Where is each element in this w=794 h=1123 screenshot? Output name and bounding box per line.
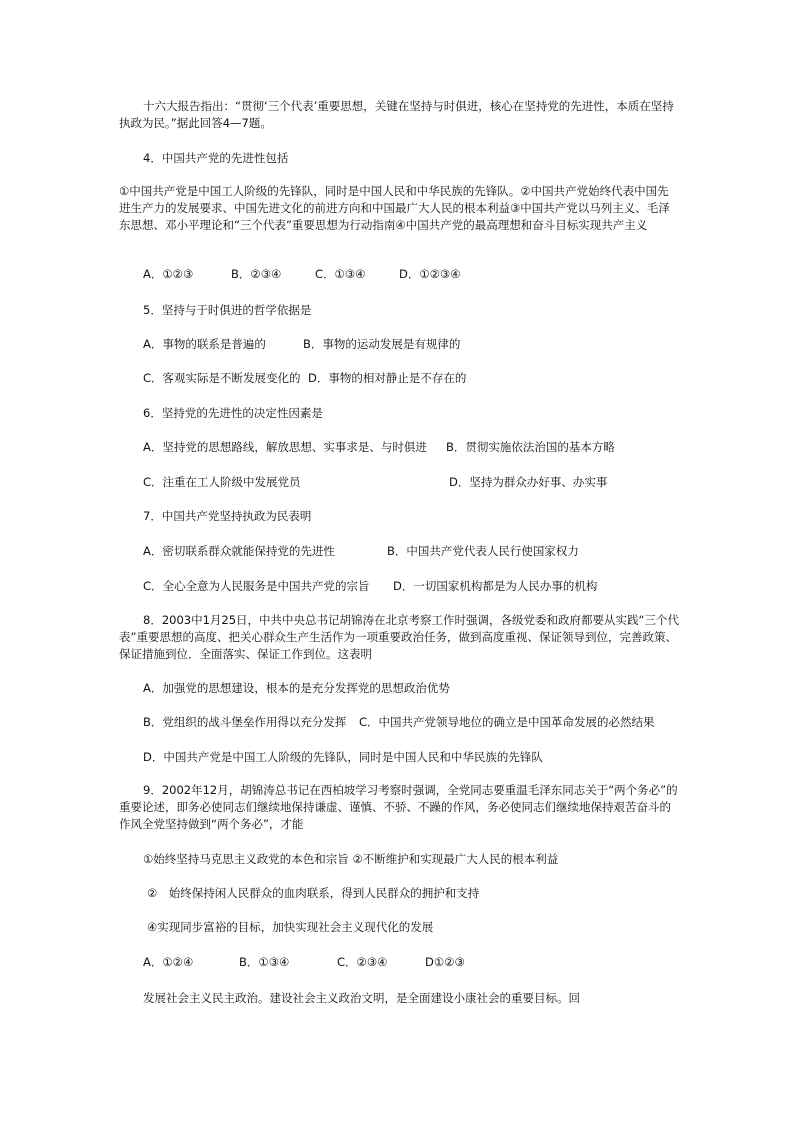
q5-option-d: D．事物的相对静止是不存在的 bbox=[308, 371, 467, 385]
q7-option-d: D．一切国家机构都是为人民办事的机构 bbox=[393, 579, 598, 593]
q4-statements: ①中国共产党是中国工人阶级的先锋队，同时是中国人民和中华民族的先锋队。②中国共产党始终代表中国先进生产力的发展要求、中国先进文化的前进方向和中国最广大人民的根本利益③中国共产党以马列主义、毛泽东思想、邓小平理论和“三个代表”重要思想为行动指南④中国共产党的最高理想和奋斗目标实现共产主义 bbox=[119, 184, 670, 232]
q6-option-b: B．贯彻实施依法治国的基本方略 bbox=[446, 440, 615, 454]
q5-options-row1 bbox=[143, 336, 460, 353]
q4-option-c: C．①③④ bbox=[315, 267, 366, 281]
q8-stem: 8．2003中1月25日，中共中央总书记胡锦涛在北京考察工作时强调，各级党委和政府都要从实践“三个代表”重要思想的高度、把关心群众生产生活作为一项重要政治任务，做到高度重视、保证领导到位，完善政策、保证措施到位．全面落实、保证工作到位。这表明 bbox=[119, 613, 679, 661]
q9-statement-3: ② 始终保持闲人民群众的血肉联系，得到人民群众的拥护和支持 bbox=[147, 886, 480, 900]
q9-option-d: D①②③ bbox=[425, 955, 465, 969]
q6-options-row1 bbox=[143, 439, 615, 456]
q6-option-a: A．坚持党的思想路线，解放思想、实事求是、与时俱进 bbox=[143, 440, 427, 454]
q5-option-b: B．事物的运动发展是有规律的 bbox=[303, 337, 461, 351]
q4-stem: 4．中国共产党的先进性包括 bbox=[143, 151, 289, 165]
q4-options bbox=[143, 266, 461, 283]
q8-option-b: B．党组织的战斗堡垒作用得以充分发挥 bbox=[143, 715, 347, 729]
q7-option-b: B．中国共产党代表人民行使国家权力 bbox=[387, 544, 579, 558]
q6-option-d: D．坚持为群众办好事、办实事 bbox=[449, 475, 608, 489]
q9-statement-1-2: ①始终坚持马克思主义政党的本色和宗旨 ②不断维护和实现最广大人民的根本利益 bbox=[143, 852, 559, 866]
q7-options-row1 bbox=[143, 543, 579, 560]
q8-option-c: C．中国共产党领导地位的确立是中国革命发展的必然结果 bbox=[359, 715, 655, 729]
q8-option-a: A．加强党的思想建设，根本的是充分发挥党的思想政治优势 bbox=[143, 681, 450, 695]
q4-option-d: D．①②③④ bbox=[399, 267, 461, 281]
q9-option-a: A．①②④ bbox=[143, 955, 194, 969]
q4-option-a: A．①②③ bbox=[143, 267, 194, 281]
q5-stem: 5．坚持与于时俱进的哲学依据是 bbox=[143, 303, 312, 317]
q6-option-c: C．注重在工人阶级中发展党员 bbox=[143, 475, 301, 489]
q5-option-a: A．事物的联系是普遍的 bbox=[143, 337, 266, 351]
q7-option-c: C．全心全意为人民服务是中国共产党的宗旨 bbox=[143, 579, 370, 593]
q5-option-c: C．客观实际是不断发展变化的 bbox=[143, 371, 301, 385]
q9-options bbox=[143, 954, 465, 971]
q4-option-b: B．②③④ bbox=[231, 267, 282, 281]
q6-options-row2 bbox=[143, 474, 607, 491]
intro-paragraph: 十六大报告指出：“贯彻‘三个代表’重要思想，关键在坚持与时俱进，核心在坚持党的先进性，本质在坚持执政为民。”据此回答4—7题。 bbox=[119, 99, 674, 130]
q8-options-row2 bbox=[143, 714, 655, 731]
q7-options-row2 bbox=[143, 578, 597, 595]
q9-statement-4: ④实现同步富裕的目标，加快实现社会主义现代化的发展 bbox=[147, 920, 434, 934]
q9-option-b: B．①③④ bbox=[239, 955, 290, 969]
q8-option-d: D．中国共产党是中国工人阶级的先锋队，同时是中国人民和中华民族的先锋队 bbox=[143, 750, 543, 764]
q5-options-row2 bbox=[143, 370, 466, 387]
q9-option-c: C．②③④ bbox=[337, 955, 388, 969]
q9-stem: 9．2002年12月，胡锦涛总书记在西柏坡学习考察时强调，全党同志要重温毛泽东同志关于“两个务必”的重要论述，即务必使同志们继续地保持谦虚、谨慎、不骄、不躁的作风，务必使同志们继续地保持艰苦奋斗的作风全党坚持做到“两个务必”，才能 bbox=[119, 783, 678, 831]
q6-stem: 6．坚持党的先进性的决定性因素是 bbox=[143, 406, 323, 420]
q7-option-a: A．密切联系群众就能保持党的先进性 bbox=[143, 544, 335, 558]
closing-paragraph: 发展社会主义民主政治。建设社会主义政治文明，是全面建设小康社会的重要目标。回 bbox=[143, 991, 580, 1005]
q7-stem: 7．中国共产党坚持执政为民表明 bbox=[143, 509, 312, 523]
